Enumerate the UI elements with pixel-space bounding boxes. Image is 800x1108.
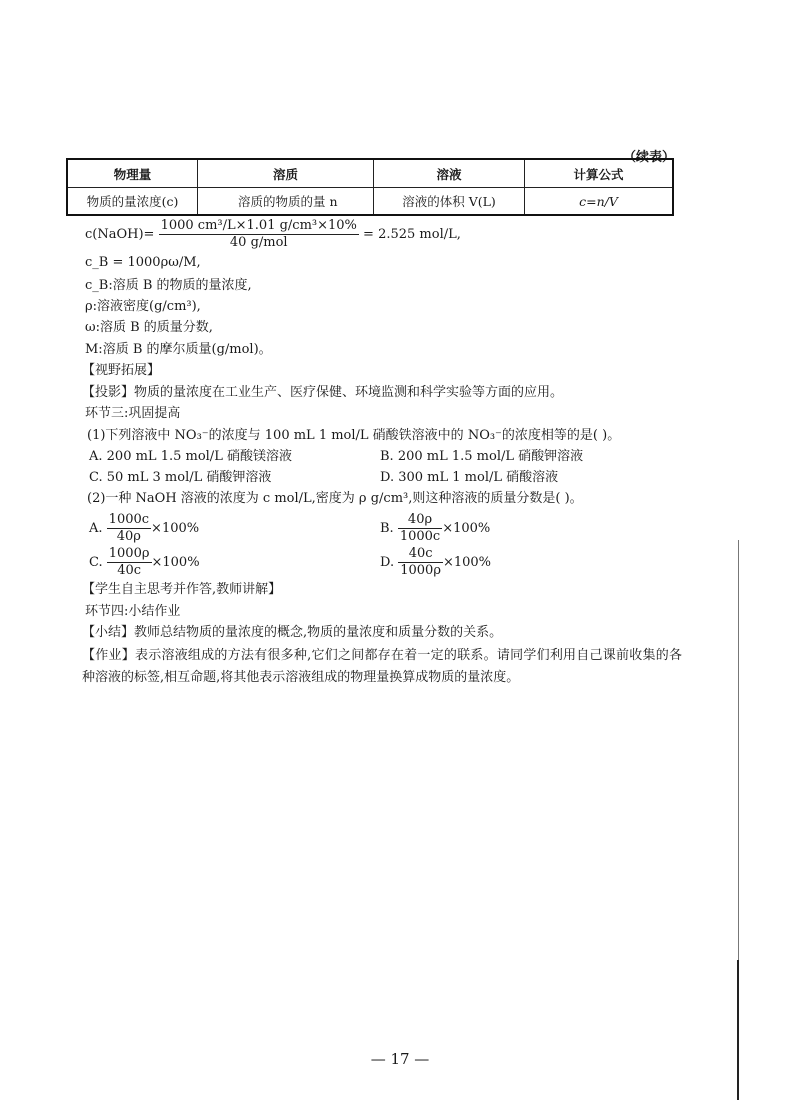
- summary-text: 【小结】教师总结物质的量浓度的概念,物质的量浓度和质量分数的关系。: [82, 625, 503, 640]
- q2-d-fraction: [398, 546, 443, 579]
- q2-c-den: 40c: [117, 563, 142, 578]
- q2-c-tail: ×100%: [151, 555, 200, 570]
- table-row: [67, 188, 673, 216]
- definition-5: M:溶质 B 的摩尔质量(g/mol)。: [85, 342, 272, 357]
- q2-d-num: 40c: [398, 546, 443, 563]
- page-number: — 17 —: [370, 1050, 430, 1068]
- q2-option-b: [380, 512, 490, 545]
- naoh-lhs: c(NaOH)=: [85, 227, 155, 242]
- naoh-denominator: 40 g/mol: [229, 235, 288, 250]
- student-note: 【学生自主思考并作答,教师讲解】: [82, 582, 282, 597]
- continued-label: （续表）: [622, 150, 675, 165]
- naoh-fraction: [159, 218, 359, 251]
- q2-b-den: 1000c: [399, 529, 441, 544]
- q2-a-den: 40ρ: [116, 529, 141, 544]
- field-expansion-heading: 【视野拓展】: [82, 363, 161, 378]
- homework-text: 【作业】表示溶液组成的方法有很多种,它们之间都存在着一定的联系。请同学们利用自己课前收集的各种溶液的标签,相互命题,将其他表示溶液组成的物理量换算成物质的量浓度。: [82, 648, 682, 685]
- q2-b-fraction: [398, 512, 442, 545]
- section-4-heading: 环节四:小结作业: [85, 604, 181, 619]
- naoh-numerator: 1000 cm³/L×1.01 g/cm³×10%: [160, 218, 357, 233]
- q2-c-num: 1000ρ: [108, 546, 150, 561]
- header-quantity: 物理量: [67, 159, 198, 188]
- q2-b-label: B.: [380, 521, 394, 536]
- q2-a-tail: ×100%: [151, 521, 200, 536]
- q2-c-fraction: [107, 546, 152, 579]
- cell-quantity: 物质的量浓度(c): [67, 188, 198, 216]
- quantity-table: [66, 158, 674, 216]
- q1-option-a: A. 200 mL 1.5 mol/L 硝酸镁溶液: [89, 449, 292, 464]
- q2-b-num: 40ρ: [398, 512, 442, 529]
- naoh-result: = 2.525 mol/L,: [363, 227, 461, 242]
- q1-option-c: C. 50 mL 3 mol/L 硝酸钾溶液: [89, 470, 272, 485]
- table-header-row: [67, 159, 673, 188]
- definition-2: c_B:溶质 B 的物质的量浓度,: [85, 278, 252, 293]
- q2-d-tail: ×100%: [442, 555, 492, 570]
- definition-1: c_B = 1000ρω/M,: [85, 255, 201, 270]
- q2-a-num: 1000c: [108, 512, 150, 527]
- question-1-stem: (1)下列溶液中 NO₃⁻的浓度与 100 mL 1 mol/L 硝酸铁溶液中的 NO₃⁻的浓度相等的是( )。: [87, 428, 621, 443]
- section-3-heading: 环节三:巩固提高: [85, 406, 181, 421]
- q2-c-label: C.: [89, 555, 103, 570]
- q2-option-c: [89, 546, 200, 579]
- q2-option-a: [89, 512, 199, 545]
- projection-text: 【投影】物质的量浓度在工业生产、医疗保健、环境监测和科学实验等方面的应用。: [82, 385, 564, 400]
- q2-a-fraction: [107, 512, 151, 545]
- naoh-formula: [85, 218, 461, 251]
- q1-option-d: D. 300 mL 1 mol/L 硝酸溶液: [380, 470, 559, 485]
- q2-a-label: A.: [89, 521, 103, 536]
- q2-b-tail: ×100%: [442, 521, 491, 536]
- q2-d-label: D.: [380, 555, 395, 570]
- header-formula: 计算公式: [525, 159, 674, 188]
- question-2-stem: (2)一种 NaOH 溶液的浓度为 c mol/L,密度为 ρ g/cm³,则这种溶液的质量分数是( )。: [87, 491, 583, 506]
- q2-option-d: [380, 546, 491, 579]
- q2-d-den: 1000ρ: [400, 563, 441, 578]
- cell-solute: 溶质的物质的量 n: [198, 188, 374, 216]
- q1-option-b: B. 200 mL 1.5 mol/L 硝酸钾溶液: [380, 449, 584, 464]
- cell-formula: c=n/V: [525, 188, 674, 216]
- scan-edge-dark: [737, 960, 739, 1100]
- header-solution: 溶液: [374, 159, 525, 188]
- definition-4: ω:溶质 B 的质量分数,: [85, 320, 213, 335]
- header-solute: 溶质: [198, 159, 374, 188]
- definition-3: ρ:溶液密度(g/cm³),: [85, 299, 201, 314]
- cell-solution: 溶液的体积 V(L): [374, 188, 525, 216]
